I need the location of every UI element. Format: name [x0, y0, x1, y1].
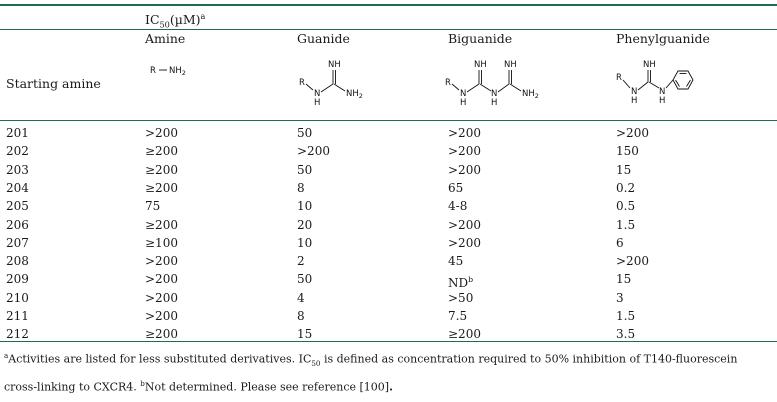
svg-text:R: R [150, 66, 156, 76]
svg-text:H: H [491, 98, 498, 108]
cell-phenylguanide: 3 [616, 290, 624, 305]
cell-biguanide: >200 [448, 162, 481, 177]
cell-guanide: >200 [297, 144, 330, 159]
cell-biguanide [448, 272, 473, 291]
cell-guanide: 50 [297, 126, 313, 140]
row-header-starting-amine: Starting amine [6, 76, 101, 91]
svg-text:R: R [299, 78, 305, 88]
cell-amine: ≥100 [145, 235, 178, 250]
ic50-subscript: 50 [159, 19, 170, 30]
cell-phenylguanide: >200 [616, 254, 649, 269]
cell-amine: ≥200 [145, 144, 178, 159]
cell-phenylguanide: 15 [616, 162, 632, 177]
table-bottom-rule [0, 341, 777, 342]
cell-amine: >200 [145, 309, 178, 323]
cell-amine: ≥200 [145, 162, 178, 177]
svg-text:N: N [314, 89, 321, 99]
biguanide-structure [445, 58, 555, 110]
cell-guanide: 50 [297, 162, 313, 177]
footnote-b-mark-note: b [140, 378, 145, 388]
column-header-phenylguanide: Phenylguanide [616, 31, 710, 46]
cell-phenylguanide: 1.5 [616, 217, 636, 232]
svg-text:NH: NH [474, 60, 487, 70]
cell-amine: >200 [145, 126, 178, 140]
cell-amine: ≥200 [145, 217, 178, 232]
guanide-structure [299, 58, 379, 110]
cell-biguanide: 45 [448, 254, 464, 269]
svg-text:NH: NH [504, 60, 517, 70]
cell-biguanide: >200 [448, 126, 481, 140]
ic50-unit: (µM) [169, 12, 201, 28]
ic50-footnote-mark: a [200, 11, 206, 21]
cell-biguanide: 7.5 [448, 309, 468, 323]
cell-phenylguanide: >200 [616, 126, 649, 140]
cell-id: 209 [6, 272, 29, 287]
cell-guanide: 50 [297, 272, 313, 287]
cell-biguanide: >200 [448, 217, 481, 232]
footnote-a-text-1: Activities are listed for less substituted derivatives. IC [8, 352, 312, 366]
cell-biguanide: >50 [448, 290, 474, 305]
cell-amine: ≥200 [145, 180, 178, 195]
cell-biguanide: 65 [448, 180, 464, 195]
cell-biguanide: >200 [448, 235, 481, 250]
cell-id: 201 [6, 126, 29, 140]
svg-text:N: N [659, 87, 666, 97]
cell-amine: 75 [145, 199, 161, 214]
table-group-rule [0, 29, 777, 30]
cell-guanide: 10 [297, 199, 313, 214]
cell-id: 203 [6, 162, 29, 177]
column-header-biguanide: Biguanide [448, 31, 513, 46]
phenylguanide-structure [616, 58, 706, 110]
cell-phenylguanide: 150 [616, 144, 639, 159]
cell-phenylguanide: 6 [616, 235, 624, 250]
amine-structure [150, 64, 220, 84]
cell-phenylguanide: 3.5 [616, 327, 636, 342]
svg-text:H: H [460, 98, 467, 108]
table-top-rule [0, 4, 777, 6]
svg-text:R: R [616, 73, 622, 83]
ic50-label: IC [145, 12, 160, 28]
svg-text:N: N [491, 89, 498, 99]
cell-guanide: 20 [297, 217, 313, 232]
cell-guanide: 15 [297, 327, 313, 342]
svg-text:N: N [631, 87, 638, 97]
cell-id: 210 [6, 290, 29, 305]
cell-amine: >200 [145, 290, 178, 305]
cell-guanide: 8 [297, 180, 305, 195]
cell-amine: >200 [145, 272, 178, 287]
cell-biguanide: 4-8 [448, 199, 468, 214]
cell-id: 208 [6, 254, 29, 269]
footnote-a-mark: a [4, 351, 9, 360]
cell-guanide: 8 [297, 309, 305, 323]
svg-text:H: H [314, 98, 321, 108]
footnote-b-mark: b [468, 275, 474, 285]
svg-text:NH2: $NH_2$ [169, 66, 186, 77]
svg-text:R: R [445, 78, 451, 88]
cell-guanide: 2 [297, 254, 305, 269]
ic50-group-header [145, 9, 205, 33]
svg-text:H: H [631, 96, 638, 106]
table-header-rule [0, 120, 777, 121]
cell-id: 207 [6, 235, 29, 250]
cell-biguanide: >200 [448, 144, 481, 159]
cell-amine: ≥200 [145, 327, 178, 342]
table-footnote [4, 346, 772, 398]
footnote-a-text-2: is defined as concentration required to 50% inhibition of T140-fluorescein cross-linking to CXCR4. [4, 352, 738, 394]
svg-text:NH2: $NH_2$ [522, 89, 539, 100]
svg-text:H: H [659, 96, 666, 106]
cell-id: 205 [6, 199, 29, 214]
column-header-amine: Amine [145, 31, 186, 46]
cell-phenylguanide: 1.5 [616, 309, 636, 323]
cell-guanide: 10 [297, 235, 313, 250]
cell-id: 212 [6, 327, 29, 342]
cell-id: 206 [6, 217, 29, 232]
cell-phenylguanide: 15 [616, 272, 632, 287]
cell-phenylguanide: 0.5 [616, 199, 636, 214]
cell-id: 202 [6, 144, 29, 159]
footnote-b-text: Not determined. Please see reference [100] [144, 380, 390, 394]
footnote-period: . [389, 380, 393, 394]
cell-amine: >200 [145, 254, 178, 269]
cell-id: 204 [6, 180, 29, 195]
cell-biguanide: ≥200 [448, 327, 481, 342]
footnote-ic50-subscript: 50 [311, 358, 321, 368]
cell-biguanide-value: ND [448, 276, 469, 291]
column-header-guanide: Guanide [297, 31, 350, 46]
cell-guanide: 4 [297, 290, 305, 305]
svg-text:NH: NH [328, 60, 341, 70]
svg-text:NH: NH [643, 60, 656, 70]
svg-text:N: N [460, 89, 467, 99]
cell-id: 211 [6, 309, 29, 323]
cell-phenylguanide: 0.2 [616, 180, 636, 195]
svg-text:NH2: $NH_2$ [346, 89, 363, 100]
